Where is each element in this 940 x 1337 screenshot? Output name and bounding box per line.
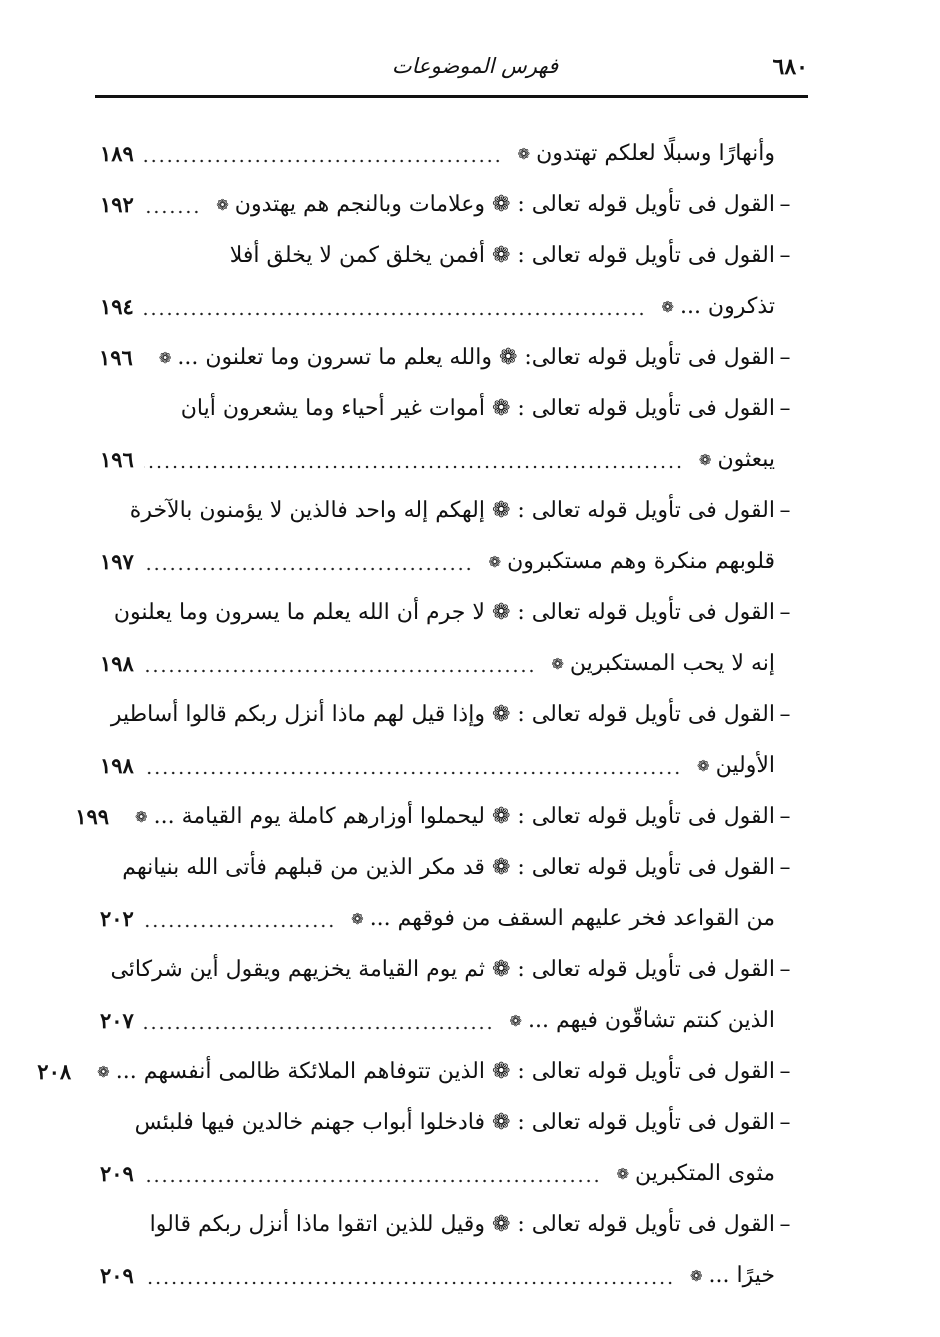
entry-dash: –	[779, 498, 791, 523]
entry-text: القول فى تأويل قوله تعالى : ❁ وقيل للذين اتقوا ماذا أنزل ربكم قالوا	[149, 1212, 775, 1237]
entry-page-number: ٢٠٩	[100, 1161, 134, 1186]
entry-text: القول فى تأويل قوله تعالى : ❁ ثم يوم القيامة يخزيهم ويقول أين شركائى	[110, 957, 775, 982]
entry-page-number: ١٨٩	[100, 141, 134, 166]
entry-text: القول فى تأويل قوله تعالى : ❁ الذين تتوفاهم الملائكة ظالمى أنفسهم ...	[115, 1059, 775, 1084]
entry-text: إنه لا يحب المستكبرين	[569, 651, 775, 676]
entry-text: القول فى تأويل قوله تعالى : ❁ ليحملوا أوزارهم كاملة يوم القيامة ...	[153, 804, 775, 829]
quran-bracket-icon: ❁	[488, 552, 502, 571]
entry-text: الذين كنتم تشاقّون فيهم ...	[527, 1008, 775, 1033]
entry-text: خيرًا ...	[708, 1263, 775, 1288]
entry-text: الأولين	[715, 753, 775, 778]
entry-dash: –	[779, 702, 791, 727]
quran-bracket-icon: ❁	[509, 1011, 522, 1030]
dot-leader	[144, 567, 473, 571]
toc-line	[100, 179, 795, 230]
table-of-contents	[37, 128, 795, 1301]
toc-line	[100, 383, 795, 434]
toc-line	[100, 740, 795, 791]
entry-text: تذكرون ...	[679, 294, 775, 319]
entry-dash: –	[779, 600, 791, 625]
toc-line	[75, 791, 795, 842]
dot-leader	[144, 465, 683, 469]
toc-line	[100, 332, 795, 383]
quran-bracket-icon: ❁	[551, 654, 564, 673]
quran-bracket-icon: ❁	[517, 144, 531, 163]
entry-text: القول فى تأويل قوله تعالى: ❁ والله يعلم ما تسرون وما تعلنون ...	[177, 345, 775, 370]
header-rule	[95, 95, 808, 98]
entry-text: القول فى تأويل قوله تعالى : ❁ أموات غير أحياء وما يشعرون أيان	[180, 396, 775, 421]
entry-page-number: ٢٠٢	[100, 906, 134, 931]
entry-page-number: ١٩٤	[100, 294, 134, 319]
dot-leader	[144, 210, 200, 214]
dot-leader	[144, 1179, 601, 1183]
toc-line	[100, 638, 795, 689]
entry-page-number: ٢٠٧	[100, 1008, 134, 1033]
entry-text: القول فى تأويل قوله تعالى : ❁ وعلامات وبالنجم هم يهتدون	[234, 192, 775, 217]
quran-bracket-icon: ❁	[616, 1164, 630, 1183]
dot-leader	[144, 312, 646, 316]
toc-line	[100, 1250, 795, 1301]
toc-line	[100, 1148, 795, 1199]
toc-line	[100, 842, 795, 893]
page-number: ٦٨٠	[772, 54, 808, 80]
entry-text: القول فى تأويل قوله تعالى : ❁ فادخلوا أبواب جهنم خالدين فيها فلبئس	[134, 1110, 775, 1135]
entry-text: وأنهارًا وسبلًا لعلكم تهتدون	[536, 141, 775, 166]
entry-page-number: ١٩٩	[75, 804, 110, 829]
entry-text: القول فى تأويل قوله تعالى : ❁ أفمن يخلق كمن لا يخلق أفلا	[229, 243, 775, 268]
dot-leader	[144, 1281, 674, 1285]
entry-dash: –	[779, 1110, 791, 1135]
dot-leader	[144, 669, 535, 673]
entry-page-number: ١٩٢	[100, 192, 134, 217]
toc-line	[100, 1097, 795, 1148]
quran-bracket-icon: ❁	[697, 756, 710, 775]
entry-page-number: ١٩٧	[100, 549, 134, 574]
quran-bracket-icon: ❁	[351, 909, 364, 928]
entry-page-number: ١٩٨	[100, 753, 134, 778]
entry-text: يبعثون	[717, 447, 775, 472]
quran-bracket-icon: ❁	[689, 1266, 703, 1285]
dot-leader	[144, 1026, 494, 1030]
toc-line	[100, 434, 795, 485]
entry-text: القول فى تأويل قوله تعالى : ❁ إلهكم إله واحد فالذين لا يؤمنون بالآخرة	[129, 498, 775, 523]
entry-dash: –	[779, 345, 791, 370]
entry-page-number: ٢٠٨	[37, 1059, 72, 1084]
entry-page-number: ١٩٦	[100, 447, 134, 472]
entry-dash: –	[779, 1059, 791, 1084]
entry-text: القول فى تأويل قوله تعالى : ❁ قد مكر الذين من قبلهم فأتى الله بنيانهم	[122, 855, 775, 880]
entry-dash: –	[779, 855, 791, 880]
dot-leader	[144, 924, 335, 928]
entry-dash: –	[779, 804, 791, 829]
toc-line	[100, 536, 795, 587]
entry-page-number: ٢٠٩	[100, 1263, 134, 1288]
entry-text: من القواعد فخر عليهم السقف من فوقهم ...	[369, 906, 775, 931]
running-title: فهرس الموضوعات	[391, 54, 559, 78]
toc-line	[100, 230, 795, 281]
toc-line	[100, 128, 795, 179]
entry-text: مثوى المتكبرين	[635, 1161, 775, 1186]
entry-dash: –	[779, 957, 791, 982]
toc-line	[100, 281, 795, 332]
page-header	[95, 52, 808, 94]
quran-bracket-icon: ❁	[216, 195, 229, 214]
entry-text: قلوبهم منكرة وهم مستكبرون	[507, 549, 775, 574]
entry-page-number: ١٩٦	[98, 345, 133, 370]
quran-bracket-icon: ❁	[97, 1062, 110, 1081]
quran-bracket-icon: ❁	[158, 348, 172, 367]
quran-bracket-icon: ❁	[661, 297, 674, 316]
entry-text: القول فى تأويل قوله تعالى : ❁ وإذا قيل لهم ماذا أنزل ربكم قالوا أساطير	[110, 702, 775, 727]
toc-line	[100, 689, 795, 740]
entry-text: القول فى تأويل قوله تعالى : ❁ لا جرم أن الله يعلم ما يسرون وما يعلنون	[113, 600, 775, 625]
dot-leader	[144, 159, 502, 163]
toc-line	[100, 485, 795, 536]
entry-page-number: ١٩٨	[100, 651, 134, 676]
entry-dash: –	[779, 192, 791, 217]
entry-dash: –	[779, 396, 791, 421]
toc-line	[100, 587, 795, 638]
entry-dash: –	[779, 243, 791, 268]
toc-line	[100, 995, 795, 1046]
dot-leader	[144, 771, 681, 775]
toc-line	[100, 1199, 795, 1250]
quran-bracket-icon: ❁	[698, 450, 712, 469]
quran-bracket-icon: ❁	[135, 807, 148, 826]
toc-line	[100, 944, 795, 995]
entry-dash: –	[779, 1212, 791, 1237]
toc-line	[100, 893, 795, 944]
toc-line	[37, 1046, 795, 1097]
